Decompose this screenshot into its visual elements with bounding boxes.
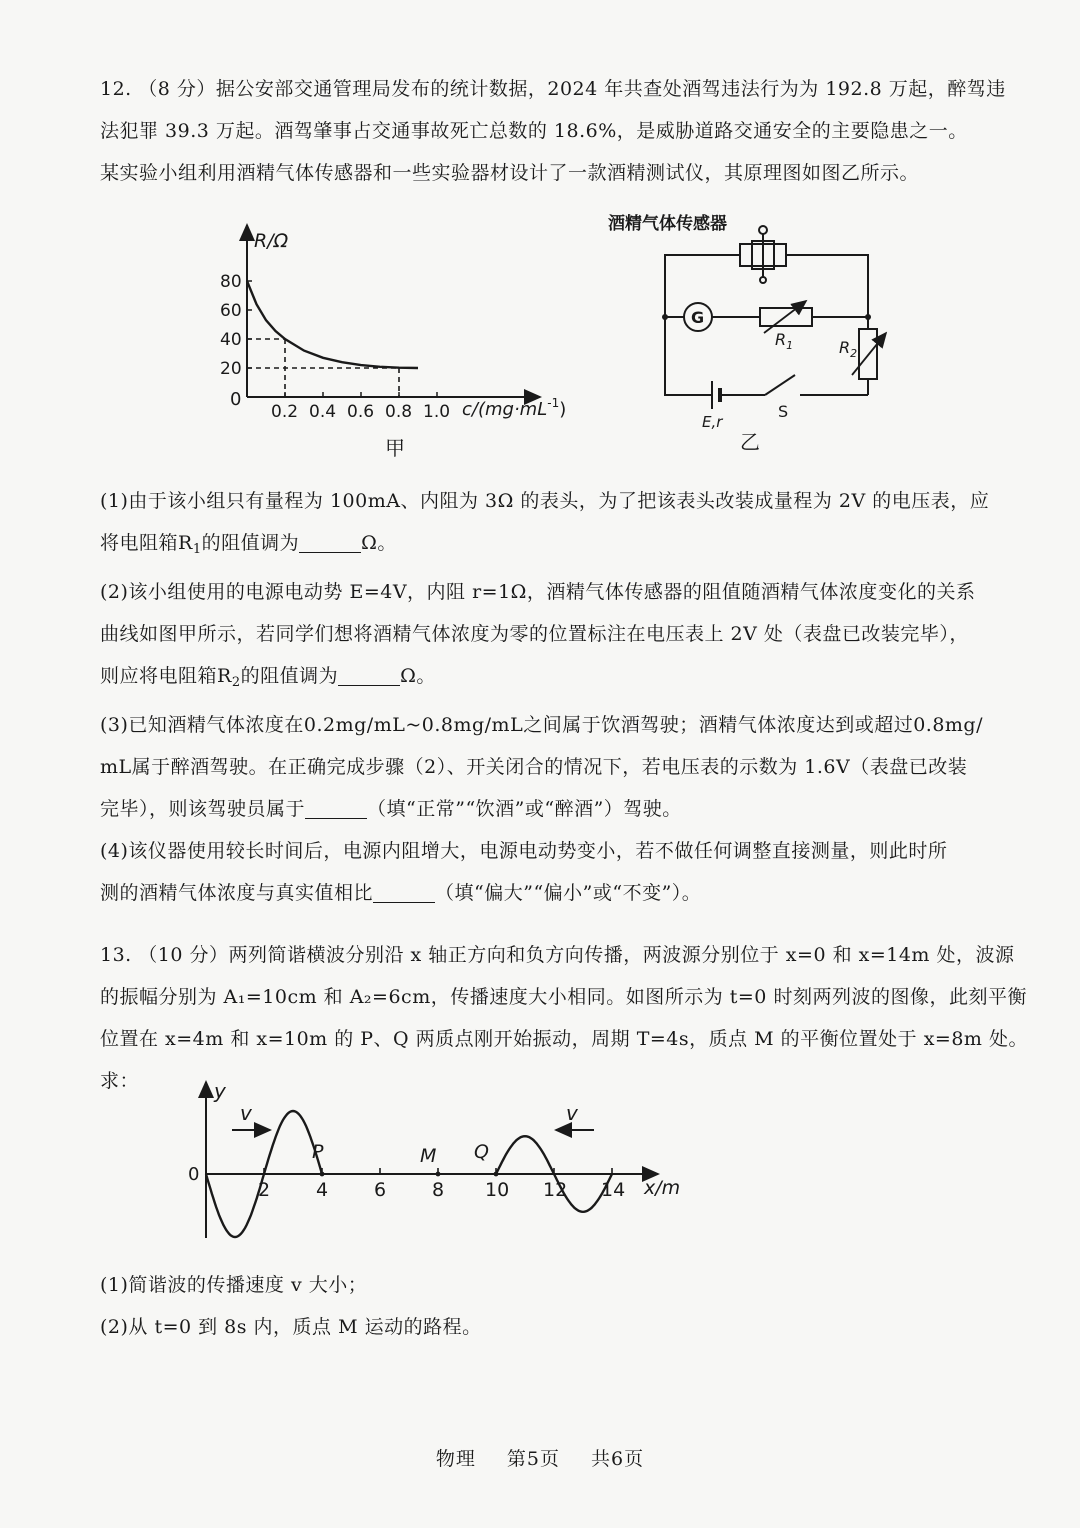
figure-wave-chart [180,1076,700,1246]
footer-subject: 物理 [435,1448,476,1470]
q12-part4-line2: 测的酒精气体浓度与真实值相比 （填“偏大”“偏小”或“不变”）。 [100,882,702,904]
yi-caption: 乙 [740,430,760,454]
q12-part4-line1: (4)该仪器使用较长时间后，电源内阻增大，电源电动势变小，若不做任何调整直接测量，则此时所 [100,840,948,862]
q12-intro-line2: 法犯罪 39.3 万起。酒驾肇事占交通事故死亡总数的 18.6%，是威胁道路交通安全的主要隐患之一。 [100,120,968,142]
answer-blank-1[interactable] [299,530,361,553]
answer-blank-4[interactable] [373,880,435,903]
q12-subquestions [100,480,1040,914]
q12-part1-line2: 将电阻箱$R_1$的阻值调为 Ω。 [100,532,397,557]
jia-x-tick-label: 0.8 [385,402,413,422]
wave-v-left-label: v [240,1101,252,1125]
wave-point-M [436,1172,441,1177]
point-M-label: M [420,1145,437,1167]
answer-blank-3[interactable] [305,796,367,819]
q12-part3-line2: mL属于醉酒驾驶。在正确完成步骤（2）、开关闭合的情况下，若电压表的示数为 1.6V（表盘已改装 [100,756,968,778]
sensor-label: 酒精气体传感器 [608,214,727,234]
r1-variable-arrow [764,301,806,333]
wave-x-tick-label: 6 [374,1179,387,1201]
galvanometer-label: G [691,308,705,327]
wave-x-label: x/m [644,1177,681,1199]
q13-subquestions [100,1264,1040,1348]
figure-jia-chart [210,215,590,465]
wave-x-tick-label: 8 [432,1179,445,1201]
switch-label: S [778,402,789,421]
q12-part2-line1: (2)该小组使用的电源电动势 E=4V，内阻 r=1Ω，酒精气体传感器的阻值随酒精气体浓度变化的关系 [100,581,976,603]
q12-intro-line1: 12. （8 分）据公安部交通管理局发布的统计数据，2024 年共查处酒驾违法行为为 192.8 万起，醉驾违 [100,78,1006,100]
jia-y-tick-label: 40 [220,330,242,350]
q13-intro-line2: 的振幅分别为 A₁=10cm 和 A₂=6cm，传播速度大小相同。如图所示为 t=0 时刻两列波的图像，此刻平衡 [100,986,1027,1008]
jia-x-label: $c/(mg\cdot mL^{-1})$ [462,396,567,420]
r2-label: $R_2$ [839,338,858,360]
wave-v-right-label: v [566,1101,578,1125]
jia-x-tick-label: 0.4 [309,402,337,422]
wave-y-label: y [214,1079,226,1103]
jia-x-tick-label: 0.2 [271,402,299,422]
q12-part2-line3: 则应将电阻箱$R_2$的阻值调为 Ω。 [100,665,436,690]
q13-part1: (1)简谐波的传播速度 v 大小； [100,1274,368,1296]
q13-intro-line1: 13. （10 分）两列简谐横波分别沿 x 轴正方向和负方向传播，两波源分别位于 x=0 和 x=14m 处，波源 [100,944,1015,966]
jia-x-tick-label: 0.6 [347,402,375,422]
wave-x-tick-label: 10 [485,1179,510,1201]
q12-part1-line1: (1)由于该小组只有量程为 100mA、内阻为 3Ω 的表头，为了把该表头改装成量程为 2V 的电压表，应 [100,490,990,512]
wave-x-tick-label: 2 [258,1179,271,1201]
page-footer [0,1444,1080,1471]
battery-label: E,r [702,413,723,431]
jia-y-label: R/Ω [254,230,289,252]
wave-origin: 0 [188,1164,200,1185]
r1-label: $R_1$ [775,330,794,352]
jia-y-tick-label: 20 [220,359,242,379]
q13-part2: (2)从 t=0 到 8s 内，质点 M 运动的路程。 [100,1316,482,1338]
footer-page-total: 共6页 [591,1448,645,1470]
jia-x-tick-label: 1.0 [423,402,451,422]
point-Q-label: Q [474,1141,489,1163]
jia-caption: 甲 [385,436,405,460]
jia-y-tick-label: 60 [220,301,242,321]
alcohol-sensor [740,226,786,283]
wave-x-tick-label: 12 [543,1179,568,1201]
jia-curve [247,281,418,368]
wave-x-tick-label: 4 [316,1179,329,1201]
q12-part3-line3: 完毕），则该驾驶员属于 （填“正常”“饮酒”或“醉酒”）驾驶。 [100,798,682,820]
q12-intro [100,68,1040,194]
figure-yi-circuit [608,205,900,455]
wave-x-tick-label: 14 [601,1179,626,1201]
q13-intro-line3: 位置在 x=4m 和 x=10m 的 P、Q 两质点刚开始振动，周期 T=4s，质点 M 的平衡位置处于 x=8m 处。求： [100,1028,1028,1092]
footer-page-number: 第5页 [506,1448,560,1470]
q12-intro-line3: 某实验小组利用酒精气体传感器和一些实验器材设计了一款酒精测试仪，其原理图如图乙所示。 [100,162,920,184]
jia-y-tick-label: 80 [220,272,242,292]
answer-blank-2[interactable] [338,663,400,686]
q12-part2-line2: 曲线如图甲所示，若同学们想将酒精气体浓度为零的位置标注在电压表上 2V 处（表盘已改装完毕）， [100,623,969,645]
point-P-label: P [312,1141,324,1163]
q12-part3-line1: (3)已知酒精气体浓度在0.2mg/mL~0.8mg/mL之间属于饮酒驾驶；酒精气体浓度达到或超过0.8mg/ [100,714,983,736]
switch-blade [765,375,795,395]
jia-origin: 0 [230,389,242,410]
